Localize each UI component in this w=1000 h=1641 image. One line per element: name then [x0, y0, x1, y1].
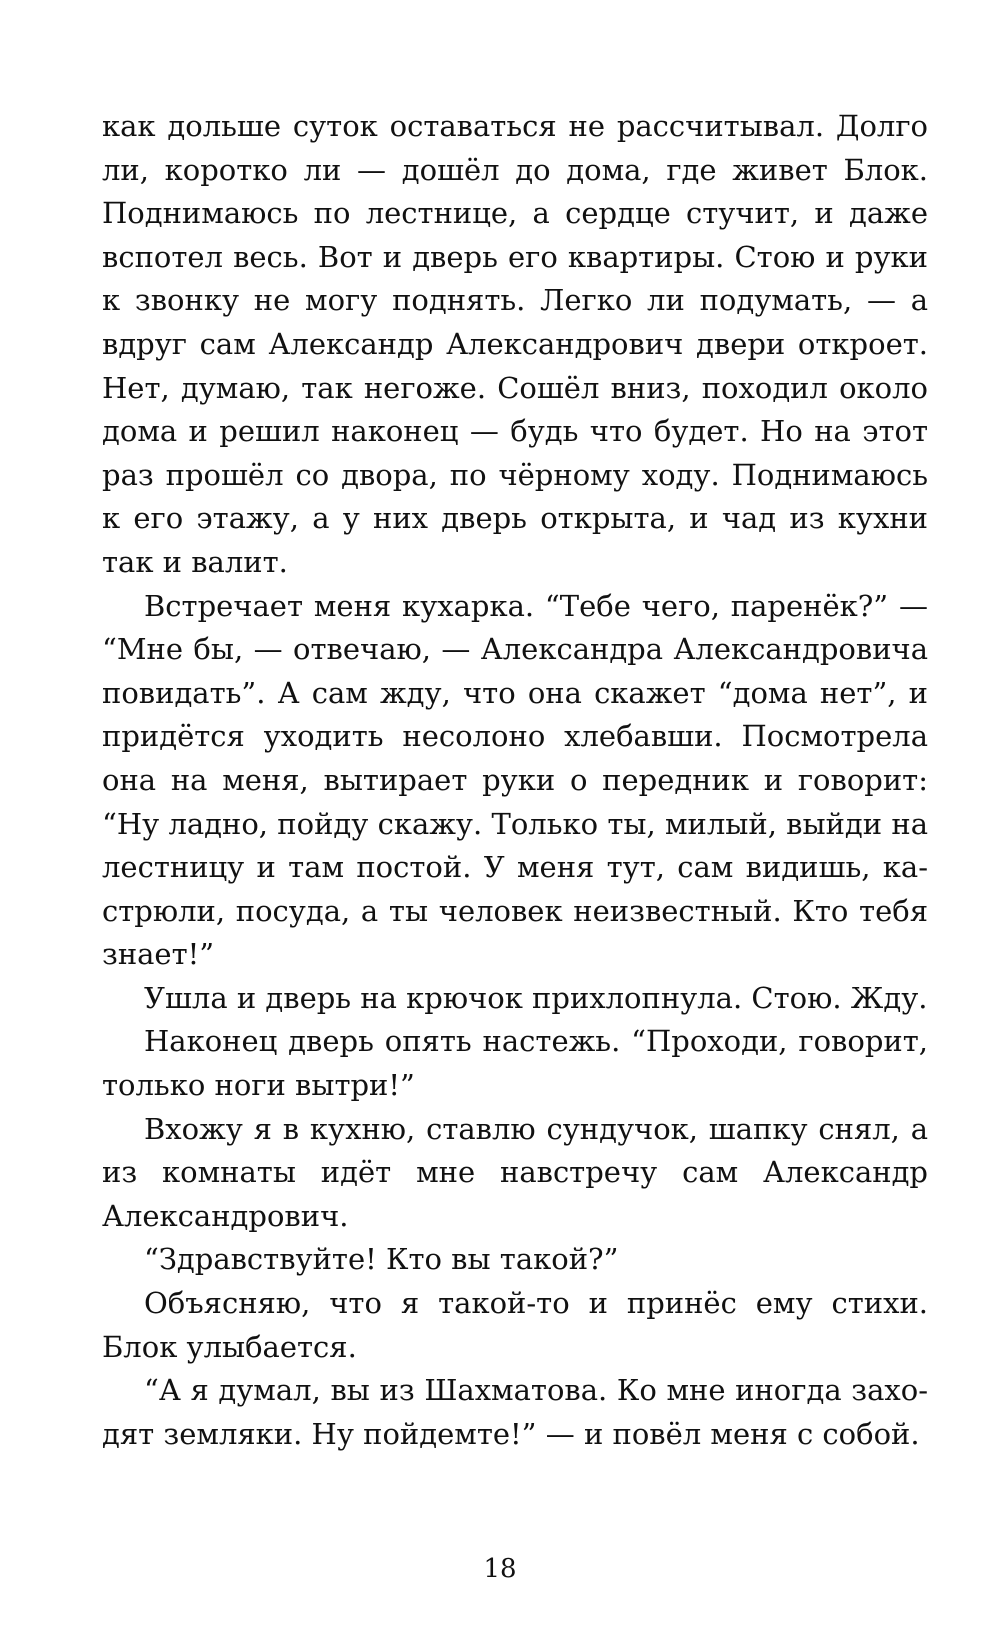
paragraph-explain: Объясняю, что я такой-то и принёс ему стихи. Блок улыбается. [102, 1286, 928, 1364]
paragraph-shakhmatovo: “А я думал, вы из Шахматова. Ко мне иногда заходят земляки. Ну пойдемте!” — и повёл меня с собой. [102, 1373, 928, 1451]
paragraph-greeting: “Здравствуйте! Кто вы такой?” [144, 1242, 619, 1277]
page-body-text [102, 105, 928, 1456]
paragraph-kitchen: Вхожу я в кухню, ставлю сундучок, шапку снял, а из комнаты идёт мне навстречу сам Александр Александрович. [102, 1111, 928, 1233]
paragraph-waiting: Ушла и дверь на крючок прихлопнула. Стою. Жду. [144, 980, 928, 1015]
page-number: 18 [483, 1554, 517, 1584]
paragraph-continued: как дольше суток оставаться не рассчитывал. Долго ли, коротко ли — дошёл до дома, где живет Блок. Поднимаюсь по лестнице, а сердце стучит, и даже вспотел весь. Вот и дверь его квартиры. Стою и руки к звонку не могу поднять. Легко ли подумать, — а вдруг сам Александр Александрович двери откроет. Нет, думаю, так негоже. Сошёл вниз, походил около дома и решил наконец — будь что будет. Но на этот раз прошёл со двора, по чёрному ходу. Поднимаюсь к его этажу, а у них дверь открыта, и чад из кухни так и валит. [102, 109, 928, 579]
paragraph-cook: Встречает меня кухарка. “Тебе чего, паренёк?” — “Мне бы, — отвечаю, — Александра Александровича повидать”. А сам жду, что она скажет “дома нет”, и придётся уходить несолоно хлебавши. Посмотрела она на меня, вытирает руки о передник и говорит: “Ну ладно, пойду скажу. Только ты, милый, выйди на лестницу и там постой. У меня тут, сам видишь, кастрюли, посуда, а ты человек неизвестный. Кто тебя знает!” [102, 588, 928, 972]
paragraph-door-open: Наконец дверь опять настежь. “Проходи, говорит, только ноги вытри!” [102, 1024, 928, 1103]
